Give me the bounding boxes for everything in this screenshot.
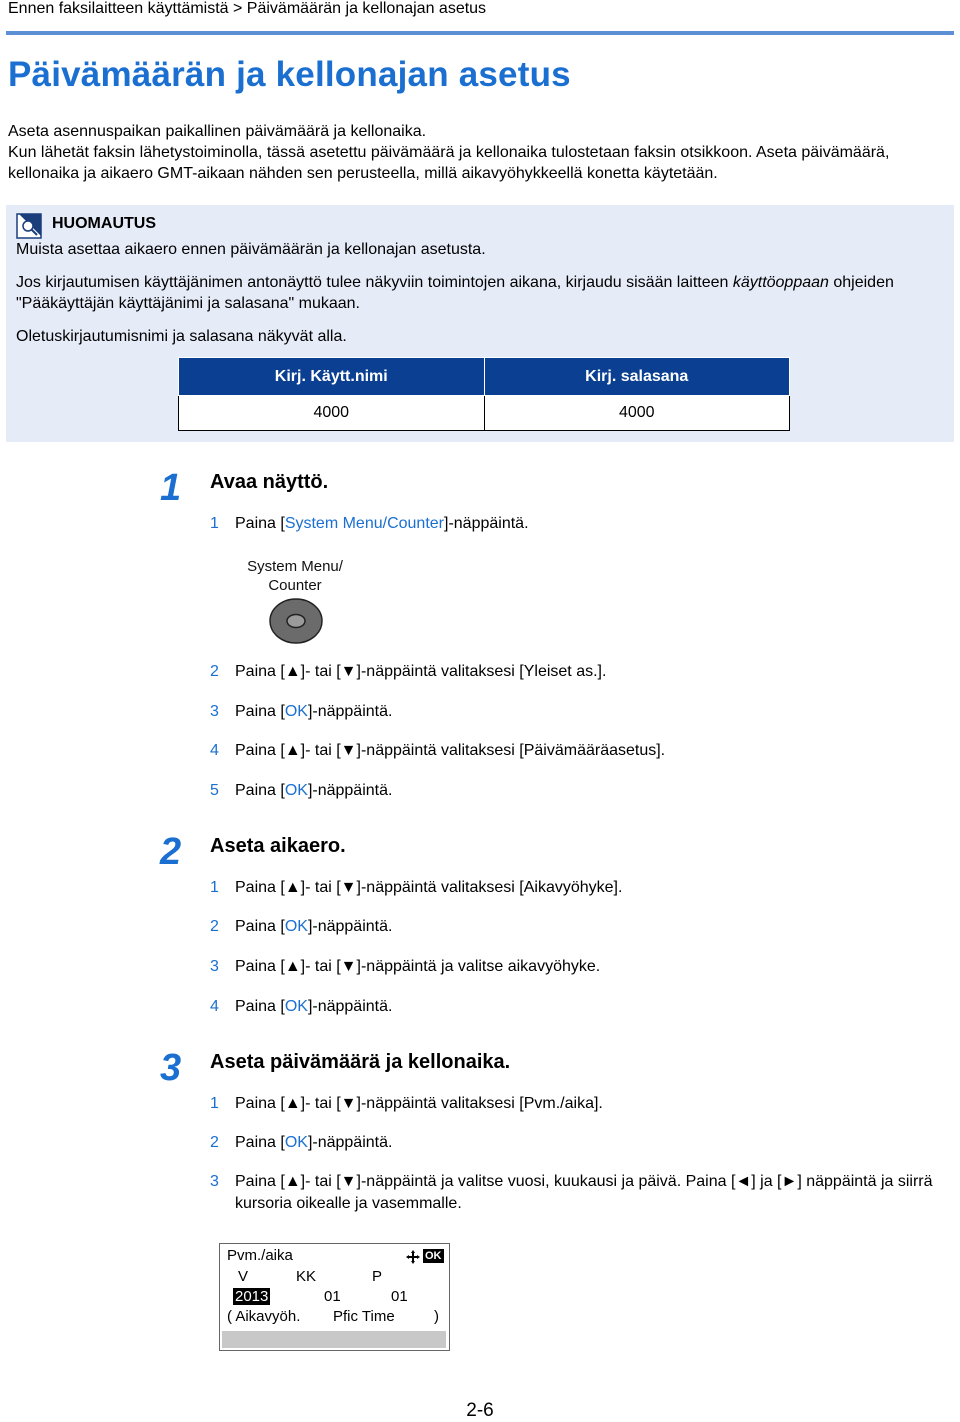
ok-badge: OK	[425, 1250, 442, 1262]
table-header-row	[179, 358, 790, 396]
item-text-pre: Paina [	[235, 663, 285, 680]
item-text-post: ]-näppäintä.	[307, 1134, 393, 1151]
item-text-mid: ]- tai [	[300, 1095, 341, 1112]
item-text-pre: Paina [	[235, 879, 285, 896]
lcd-screen	[219, 1243, 450, 1351]
item-number: 1	[210, 515, 219, 532]
item-text-post: ]-näppäintä ja valitse aikavyöhyke.	[356, 958, 601, 975]
table-cell-password: 4000	[484, 396, 790, 431]
note-line-1: Muista asettaa aikaero ennen päivämäärän ja kellonajan asetusta.	[16, 241, 486, 258]
item-key-label: OK	[284, 782, 308, 799]
item-text-pre: Paina [	[235, 998, 285, 1015]
note-line-2	[16, 272, 946, 314]
lcd-tz-label: ( Aikavyöh.	[227, 1308, 301, 1325]
item-text-post: ]-näppäintä.	[307, 998, 393, 1015]
step-1-item-5	[210, 780, 392, 802]
item-number: 3	[210, 958, 219, 975]
cursor-move-icon	[406, 1250, 420, 1264]
item-text-mid: ]- tai [	[300, 742, 341, 759]
item-text-post: ]-näppäintä valitaksesi [Päivämääräasetus].	[356, 742, 666, 759]
item-text-pre: Paina [	[235, 1095, 285, 1112]
breadcrumb: Ennen faksilaitteen käyttämistä > Päivämäärän ja kellonajan asetus	[8, 0, 487, 17]
item-text-post: ]-näppäintä ja valitse vuosi, kuukausi ja päivä. Paina [	[356, 1173, 736, 1190]
key-label-line-1: System Menu/	[247, 558, 343, 575]
down-arrow-icon: ▼	[340, 1095, 357, 1112]
step-2-item-1	[210, 877, 622, 899]
up-arrow-icon: ▲	[284, 1173, 301, 1190]
step-number-2: 2	[160, 831, 182, 873]
item-text-pre: Paina [	[235, 918, 285, 935]
up-arrow-icon: ▲	[284, 1095, 301, 1112]
step-number-3: 3	[160, 1047, 182, 1089]
intro-paragraph-1: Aseta asennuspaikan paikallinen päivämäärä ja kellonaika.	[8, 123, 427, 140]
up-arrow-icon: ▲	[284, 742, 301, 759]
item-text-post: ]-näppäintä valitaksesi [Yleiset as.].	[356, 663, 607, 680]
item-text-mid: ]- tai [	[300, 663, 341, 680]
down-arrow-icon: ▼	[340, 663, 357, 680]
item-number: 4	[210, 998, 219, 1015]
item-text-post: ]-näppäintä.	[307, 918, 393, 935]
item-number: 1	[210, 879, 219, 896]
item-text-pre: Paina [	[235, 782, 285, 799]
item-key-label: OK	[284, 703, 308, 720]
note-line-2-italic: käyttöoppaan	[732, 274, 829, 291]
down-arrow-icon: ▼	[340, 879, 357, 896]
step-1-item-2	[210, 661, 606, 683]
item-text-mid: ]- tai [	[300, 958, 341, 975]
item-text-post: ]-näppäintä valitaksesi [Pvm./aika].	[356, 1095, 603, 1112]
item-text-mid: ]- tai [	[300, 879, 341, 896]
header-rule	[6, 31, 954, 35]
item-text-pre: Paina [	[235, 703, 285, 720]
key-label-line-2: Counter	[268, 577, 322, 594]
table-row	[179, 396, 790, 431]
item-text-post: ]-näppäintä.	[307, 782, 393, 799]
page-number: 2-6	[466, 1400, 494, 1421]
item-text-post: ]-näppäintä.	[307, 703, 393, 720]
intro-paragraph-2: Kun lähetät faksin lähetystoiminolla, tässä asetettu päivämäärä ja kellonaika tulostetaan faksin otsikkoon. Aseta päivämäärä, kellonaika ja aikaero GMT-aikaan nähden sen perusteella, millä aikavyöhykkeellä konetta käytetään.	[8, 144, 890, 182]
item-number: 5	[210, 782, 219, 799]
step-title-1: Avaa näyttö.	[210, 471, 329, 493]
item-text-pre: Paina [	[235, 1134, 285, 1151]
item-number: 4	[210, 742, 219, 759]
item-number: 2	[210, 918, 219, 935]
down-arrow-icon: ▼	[340, 742, 357, 759]
lcd-tz-close: )	[434, 1308, 439, 1325]
intro-text	[8, 121, 953, 184]
lcd-col-day: P	[372, 1268, 383, 1285]
up-arrow-icon: ▲	[284, 958, 301, 975]
item-number: 3	[210, 1173, 219, 1190]
up-arrow-icon: ▲	[284, 663, 301, 680]
right-arrow-icon: ►	[781, 1173, 798, 1190]
item-number: 1	[210, 1095, 219, 1112]
step-1-item-3	[210, 701, 392, 723]
item-text-pre: Paina [	[235, 1173, 285, 1190]
item-text-post: ]-näppäintä valitaksesi [Aikavyöhyke].	[356, 879, 623, 896]
lcd-year-value	[233, 1288, 270, 1305]
item-text-mid: ]- tai [	[300, 1173, 341, 1190]
item-key-label: System Menu/Counter	[284, 515, 444, 532]
step-number-1: 1	[160, 467, 182, 509]
lcd-day-value: 01	[391, 1288, 408, 1305]
step-1-item-4	[210, 740, 665, 762]
note-line-3: Oletuskirjautumisnimi ja salasana näkyvät alla.	[16, 328, 347, 345]
up-arrow-icon: ▲	[284, 879, 301, 896]
step-title-3: Aseta päivämäärä ja kellonaika.	[210, 1051, 511, 1073]
step-2-item-3	[210, 956, 600, 978]
table-header-password: Kirj. salasana	[484, 358, 790, 396]
page-title: Päivämäärän ja kellonajan asetus	[8, 55, 571, 94]
down-arrow-icon: ▼	[340, 1173, 357, 1190]
system-menu-key-label	[235, 557, 355, 595]
item-text-post: ]-näppäintä.	[444, 515, 529, 532]
lcd-month-value: 01	[324, 1288, 341, 1305]
item-key-label: OK	[284, 998, 308, 1015]
step-1-item-1	[210, 513, 529, 535]
item-key-label: OK	[284, 1134, 308, 1151]
table-header-username: Kirj. Käytt.nimi	[179, 358, 485, 396]
left-arrow-icon: ◄	[735, 1173, 752, 1190]
note-line-2-pre: Jos kirjautumisen käyttäjänimen antonäyttö tulee näkyviin toimintojen aikana, kirjaudu sisään laitteen	[16, 274, 733, 291]
credentials-table	[178, 357, 790, 431]
item-text-pre: Paina [	[235, 515, 285, 532]
table-cell-username: 4000	[179, 396, 485, 431]
item-number: 3	[210, 703, 219, 720]
step-2-item-2	[210, 916, 392, 938]
lcd-title: Pvm./aika	[227, 1247, 293, 1264]
lcd-tz-value: Pfic Time	[333, 1308, 395, 1325]
lcd-year-highlight: 2013	[235, 1288, 269, 1305]
item-text-mid2: ] ja [	[751, 1173, 782, 1190]
note-heading: HUOMAUTUS	[52, 215, 156, 232]
lcd-col-year: V	[238, 1268, 249, 1285]
item-number: 2	[210, 1134, 219, 1151]
lcd-status-bar	[222, 1331, 446, 1348]
item-key-label: OK	[284, 918, 308, 935]
note-line-2-post: ohjeiden "Pääkäyttäjän käyttäjänimi ja salasana" mukaan.	[16, 274, 894, 312]
step-title-2: Aseta aikaero.	[210, 835, 346, 857]
system-menu-key-icon	[268, 596, 324, 644]
step-2-item-4	[210, 996, 392, 1018]
step-3-item-3	[210, 1171, 960, 1215]
item-text-pre: Paina [	[235, 958, 285, 975]
item-text-post2: ] näppäintä ja siirrä kursoria oikealle ja vasemmalle.	[235, 1173, 933, 1212]
item-text-pre: Paina [	[235, 742, 285, 759]
step-3-item-2	[210, 1132, 392, 1154]
item-number: 2	[210, 663, 219, 680]
lcd-col-month: KK	[296, 1268, 317, 1285]
step-3-item-1	[210, 1093, 603, 1115]
note-pencil-icon	[16, 213, 42, 239]
down-arrow-icon: ▼	[340, 958, 357, 975]
